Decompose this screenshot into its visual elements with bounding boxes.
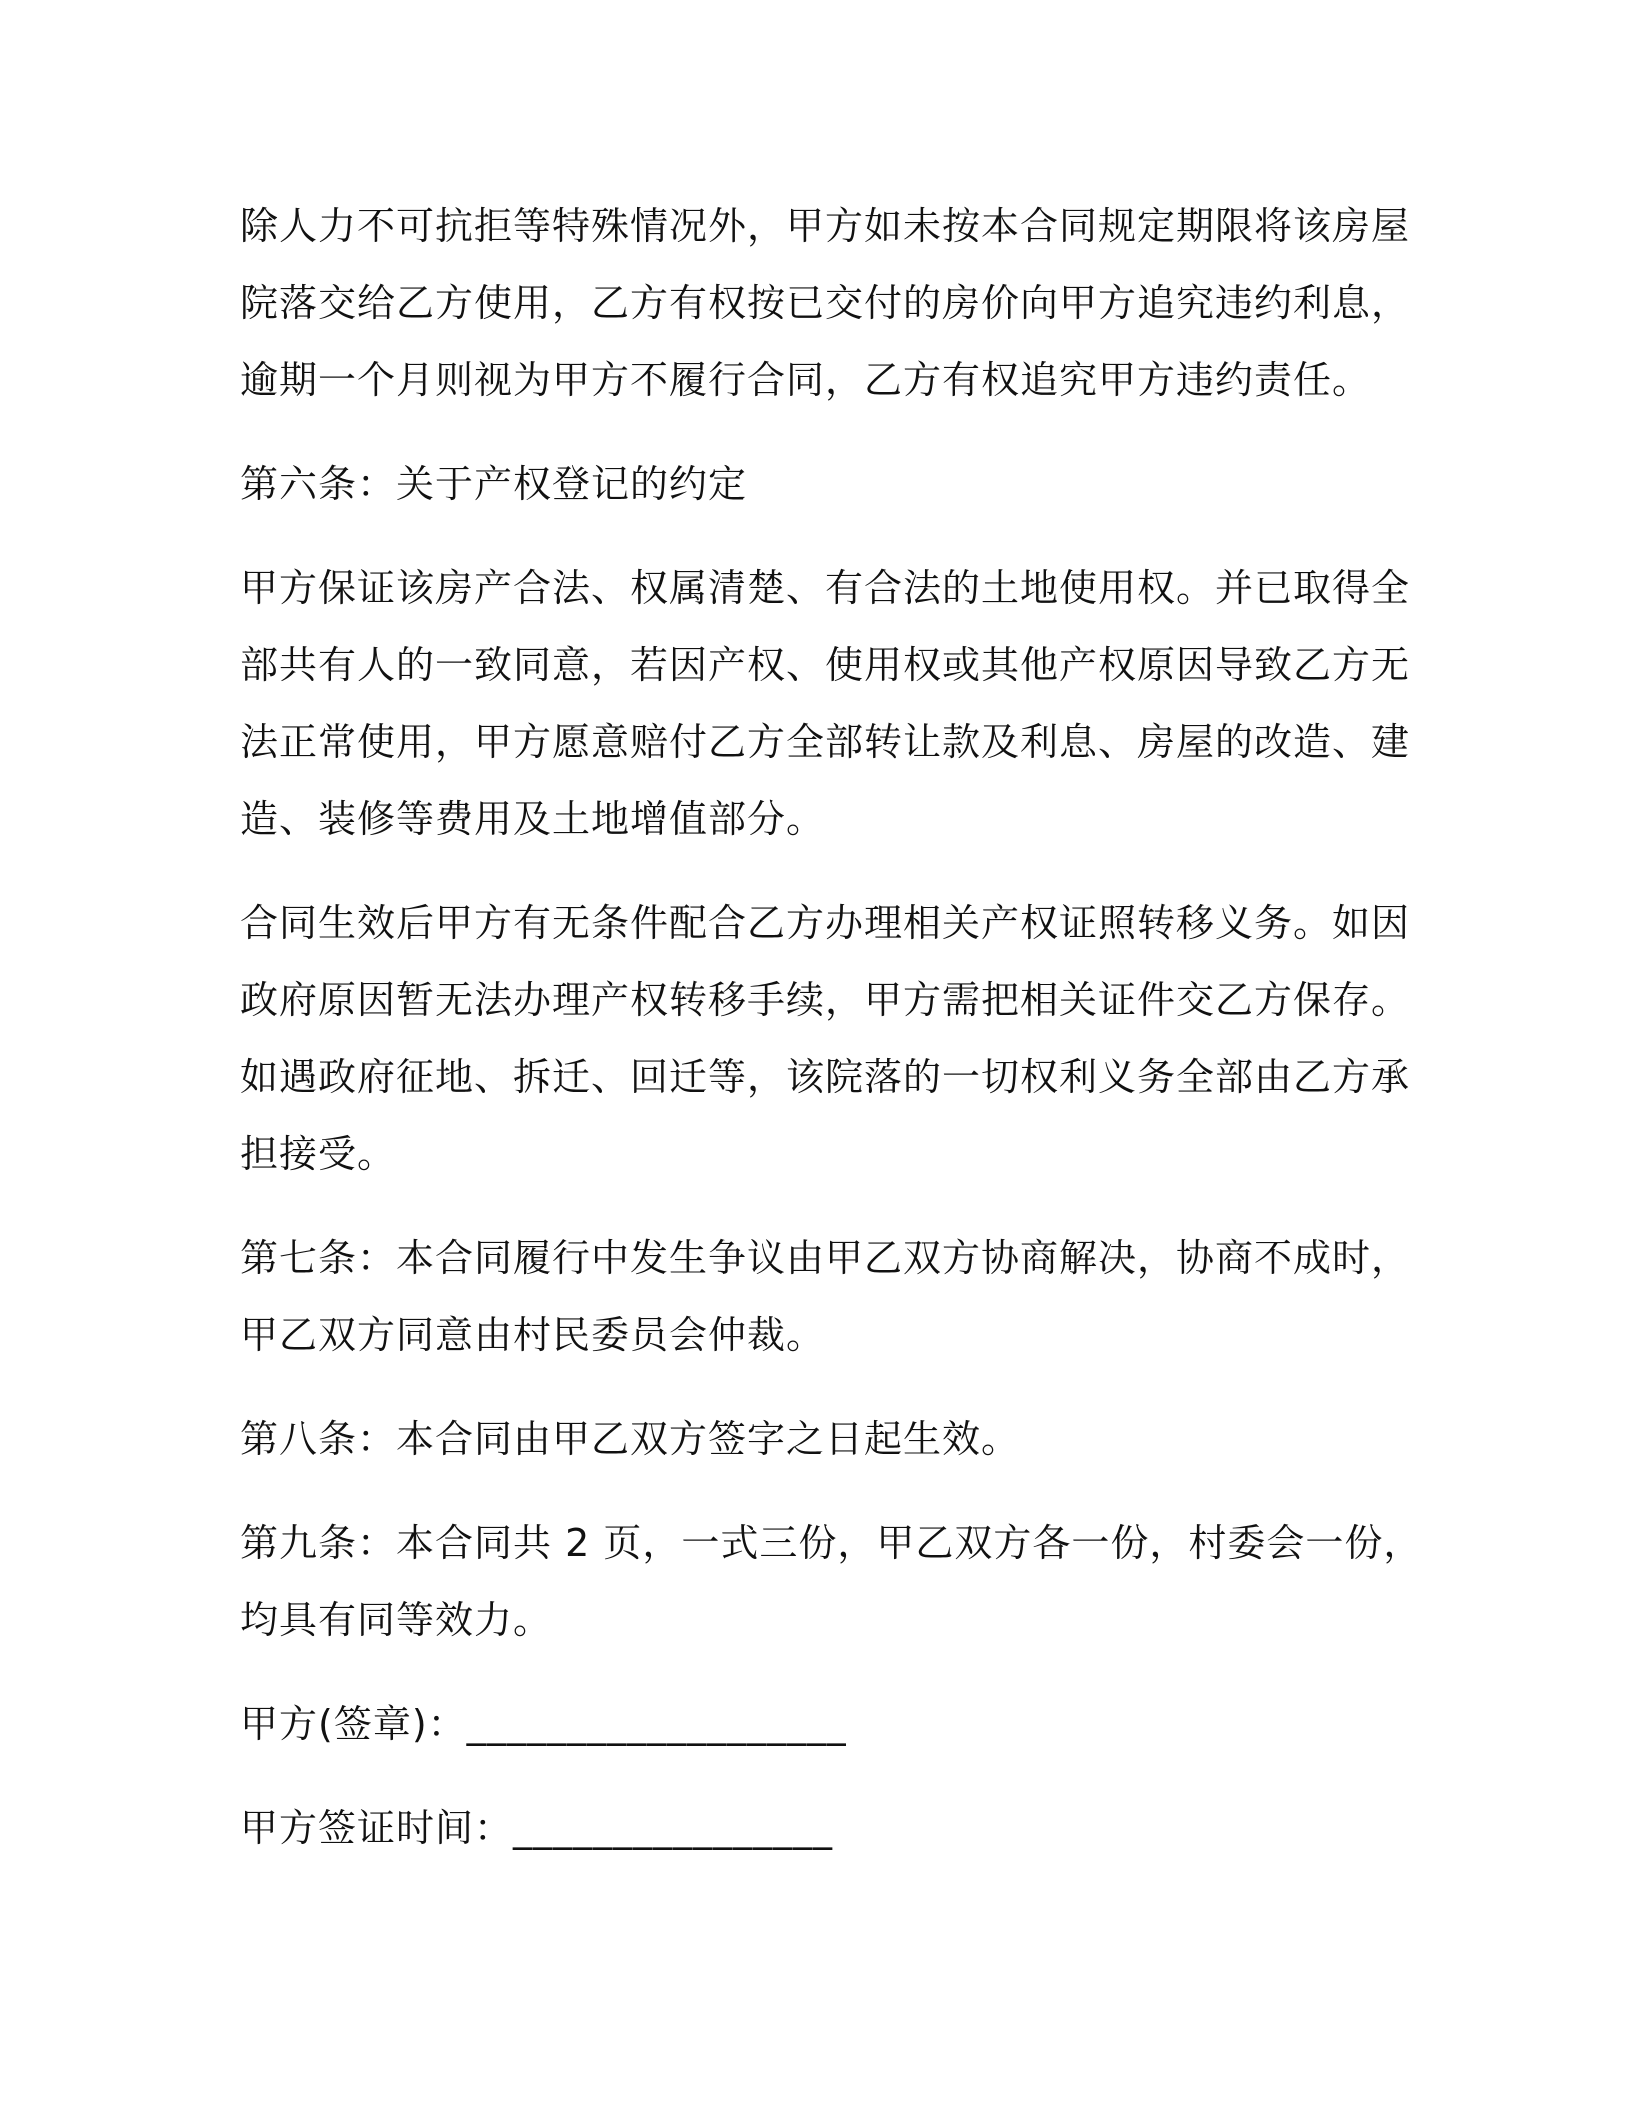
article-seven — [240, 1220, 1411, 1374]
party-a-signature-line[interactable] — [240, 1686, 1370, 1763]
clause-title-guarantee — [240, 550, 1411, 858]
clause-default-penalty — [240, 188, 1411, 419]
text-line: 第六条：关于产权登记的约定 — [240, 462, 748, 506]
contract-body — [240, 188, 1423, 1894]
text-line: 甲方保证该房产合法、权属清楚、有合法的土地使用权。并已取得全 — [240, 566, 1411, 610]
text-line: 逾期一个月则视为甲方不履行合同，乙方有权追究甲方违约责任。 — [240, 358, 1372, 402]
text-line: 甲方签证时间：________________ — [240, 1806, 834, 1850]
text-line: 甲方(签章)：___________________ — [240, 1702, 847, 1746]
text-line: 造、装修等费用及土地增值部分。 — [240, 797, 826, 841]
article-eight — [240, 1401, 1370, 1478]
text-line: 第八条：本合同由甲乙双方签字之日起生效。 — [240, 1417, 1021, 1461]
text-line: 法正常使用，甲方愿意赔付乙方全部转让款及利息、房屋的改造、建 — [240, 720, 1411, 764]
text-line: 部共有人的一致同意，若因产权、使用权或其他产权原因导致乙方无 — [240, 643, 1411, 687]
text-line: 除人力不可抗拒等特殊情况外，甲方如未按本合同规定期限将该房屋 — [240, 204, 1411, 248]
text-line: 担接受。 — [240, 1132, 397, 1176]
clause-title-transfer — [240, 885, 1411, 1193]
article-six-heading — [240, 446, 1370, 523]
text-line: 第七条：本合同履行中发生争议由甲乙双方协商解决，协商不成时， — [240, 1236, 1411, 1280]
text-line: 合同生效后甲方有无条件配合乙方办理相关产权证照转移义务。如因 — [240, 901, 1411, 945]
article-nine — [240, 1505, 1423, 1659]
text-line: 甲乙双方同意由村民委员会仲裁。 — [240, 1313, 826, 1357]
text-line: 第九条：本合同共 2 页，一式三份，甲乙双方各一份，村委会一份， — [240, 1521, 1423, 1565]
text-line: 均具有同等效力。 — [240, 1598, 553, 1642]
party-a-signing-date-line[interactable] — [240, 1790, 1370, 1867]
text-line: 政府原因暂无法办理产权转移手续，甲方需把相关证件交乙方保存。 — [240, 978, 1411, 1022]
text-line: 院落交给乙方使用，乙方有权按已交付的房价向甲方追究违约利息， — [240, 281, 1411, 325]
text-line: 如遇政府征地、拆迁、回迁等，该院落的一切权利义务全部由乙方承 — [240, 1055, 1411, 1099]
